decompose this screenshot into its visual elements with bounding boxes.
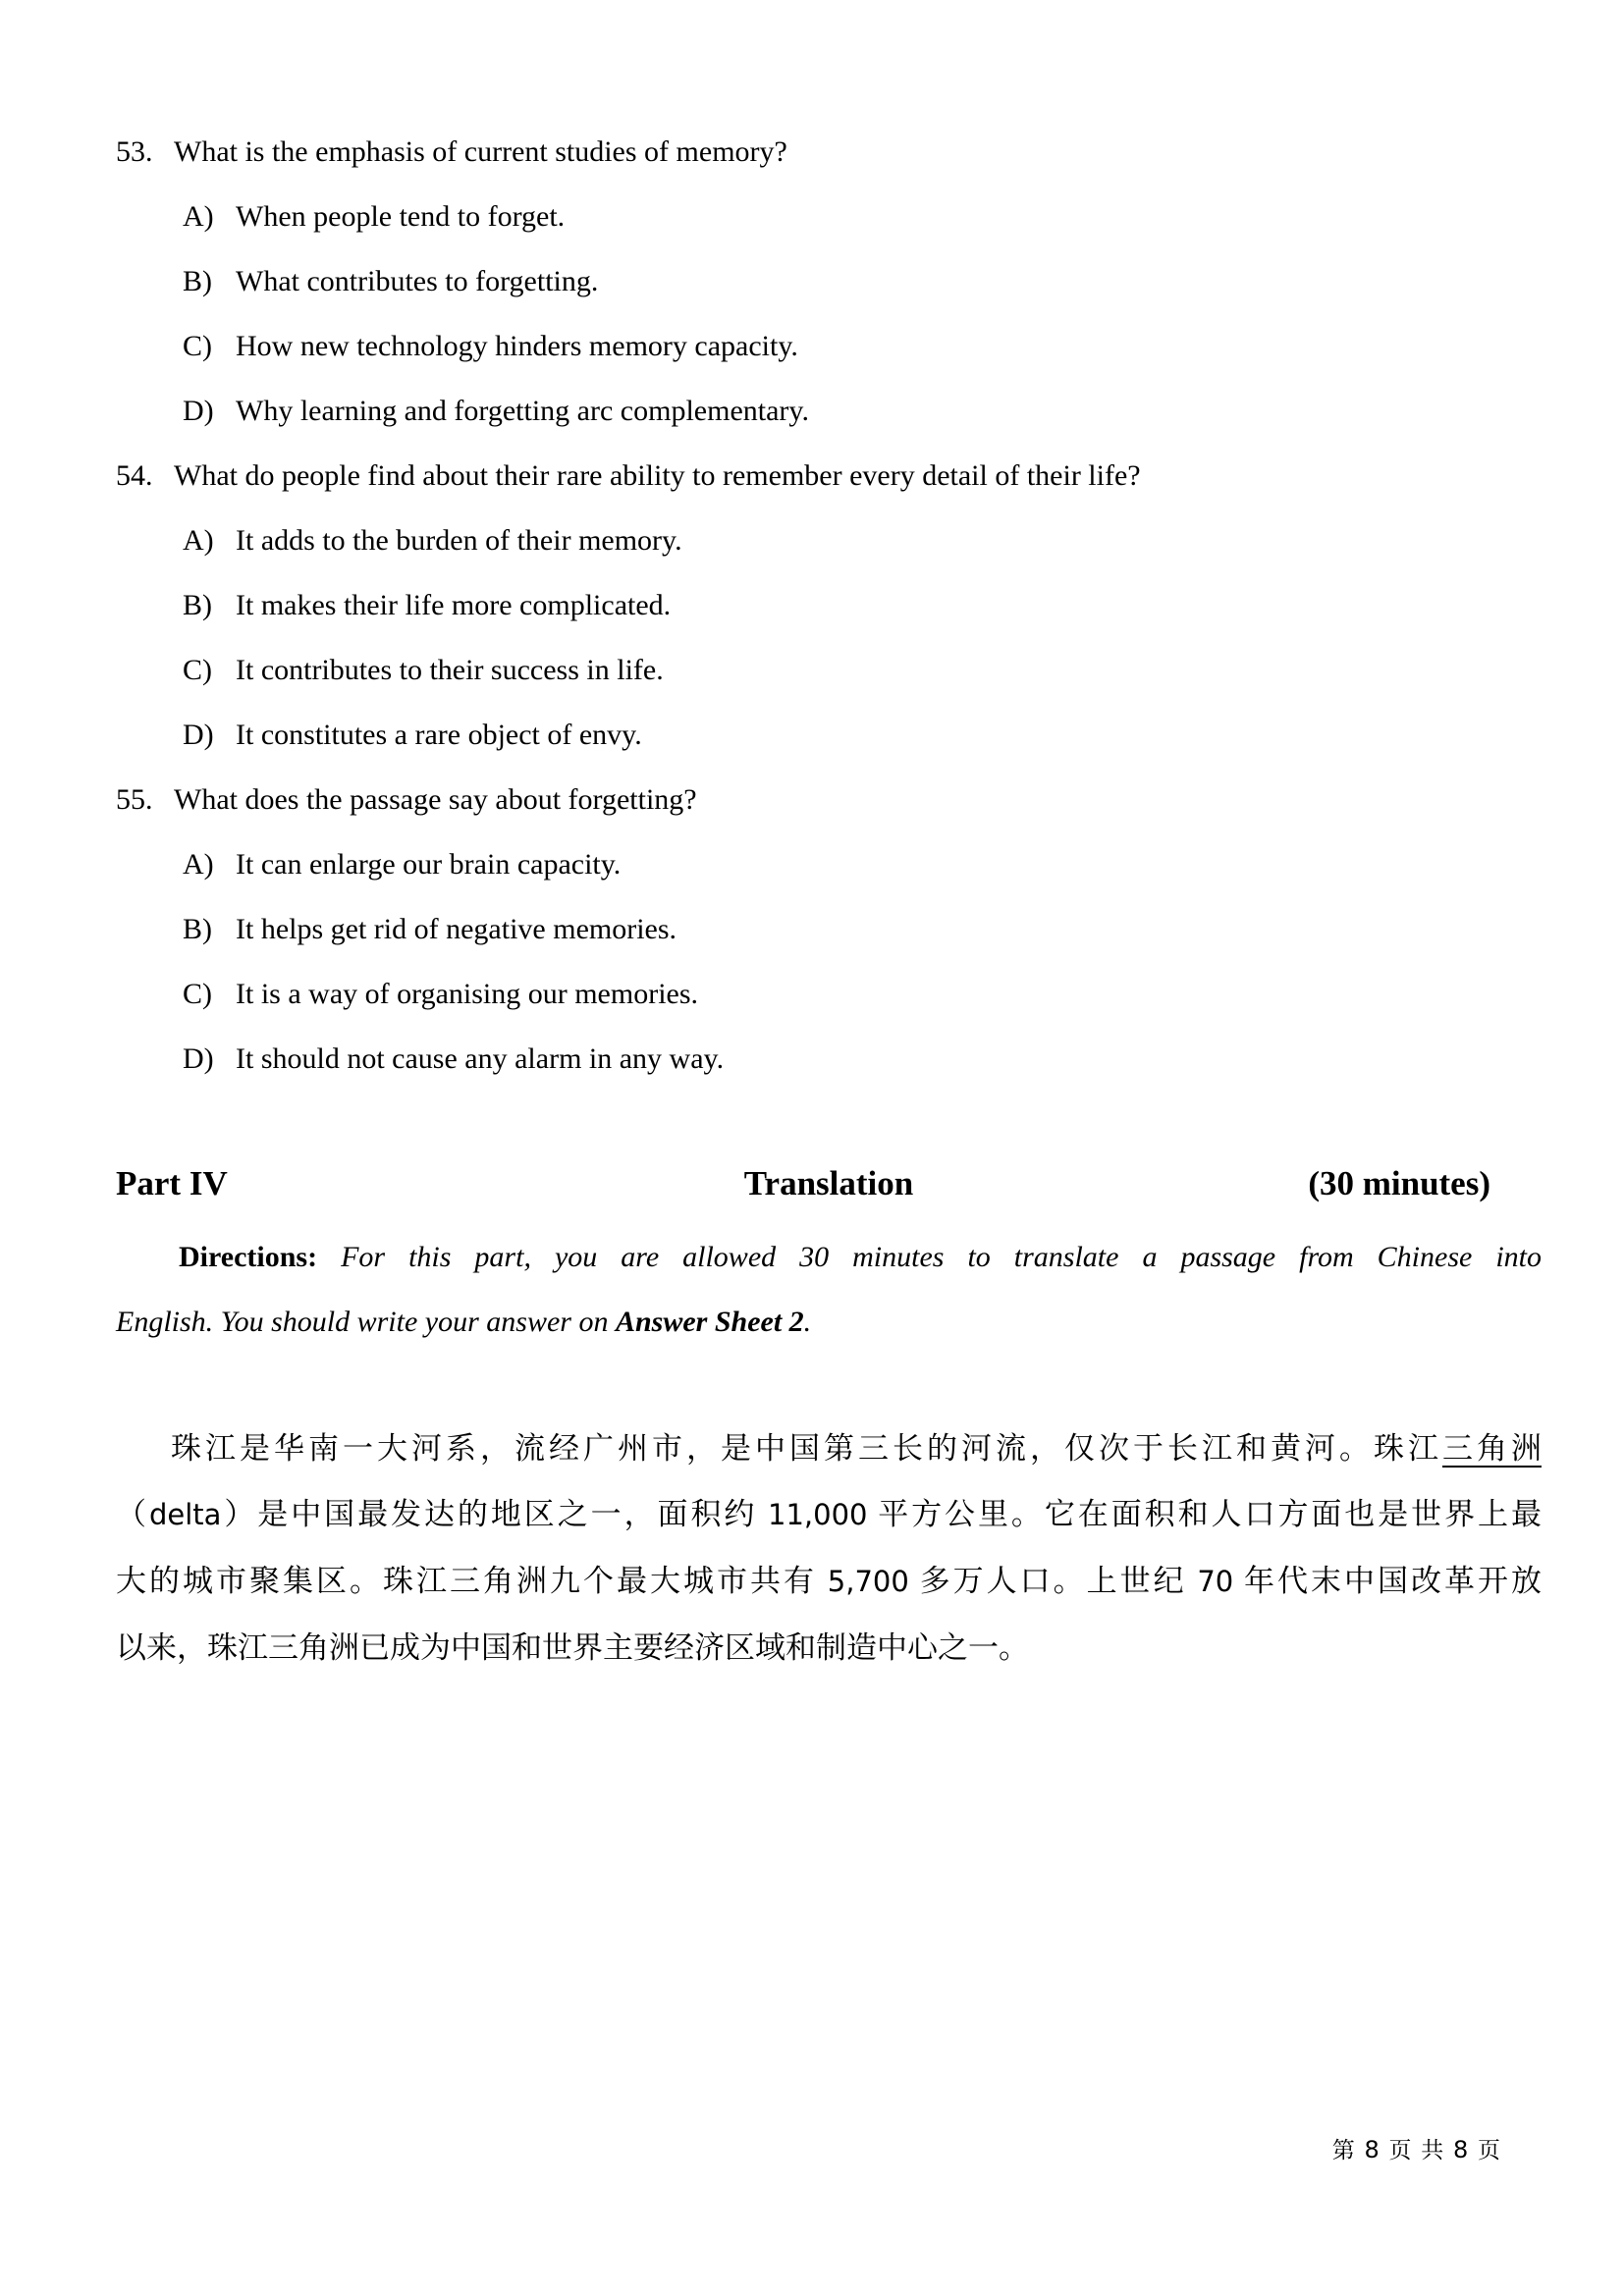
option-letter: A) (183, 848, 214, 881)
directions-text: English. You should write your answer on (116, 1306, 616, 1338)
passage-segment-latin: delta (148, 1498, 222, 1531)
directions-text: . (803, 1306, 812, 1338)
option-letter: D) (183, 719, 214, 751)
footer-text: 第 (1331, 2138, 1365, 2163)
page-footer (1332, 2132, 1502, 2164)
option-text: It should not cause any alarm in any way. (236, 1042, 725, 1075)
translation-passage (116, 1415, 1542, 1681)
part-header (116, 1160, 1542, 1207)
passage-line (116, 1415, 1542, 1481)
passage-segment: （ (116, 1497, 149, 1531)
option-row (116, 379, 1542, 444)
question-text: What is the emphasis of current studies of memory? (174, 135, 787, 168)
passage-segment-latin: 5,700 (827, 1565, 909, 1598)
question-53 (116, 120, 1542, 444)
question-number: 53. (116, 135, 153, 168)
option-text: It makes their life more complicated. (236, 589, 672, 621)
option-letter: B) (183, 589, 212, 621)
footer-total-pages: 8 (1452, 2136, 1471, 2163)
option-text: What contributes to forgetting. (236, 265, 599, 297)
passage-segment-underlined: 三角洲 (1442, 1431, 1542, 1466)
part-title: Translation (743, 1164, 914, 1202)
option-row (116, 249, 1542, 314)
question-number: 54. (116, 459, 153, 492)
passage-segment-latin: 11,000 (768, 1498, 868, 1531)
directions-paragraph (116, 1225, 1542, 1355)
option-letter: C) (183, 978, 212, 1010)
option-row (116, 1027, 1542, 1092)
question-55 (116, 768, 1542, 1092)
option-text: It can enlarge our brain capacity. (236, 848, 622, 881)
footer-page-number: 8 (1364, 2136, 1381, 2163)
question-text: What do people find about their rare ability to remember every detail of their life? (174, 459, 1141, 492)
option-row (116, 703, 1542, 768)
footer-text: 页 共 (1380, 2138, 1453, 2163)
passage-segment-latin: 70 (1197, 1565, 1234, 1598)
passage-segment: 平方公里。它在面积和人口方面也是世界上最 (867, 1497, 1542, 1531)
question-number: 55. (116, 783, 153, 816)
question-line (116, 120, 1542, 185)
option-text: It constitutes a rare object of envy. (236, 719, 642, 751)
passage-segment: ）是中国最发达的地区之一，面积约 (221, 1497, 769, 1531)
passage-segment: 珠江是华南一大河系，流经广州市，是中国第三长的河流，仅次于长江和黄河。珠江 (171, 1431, 1442, 1466)
passage-segment: 年代末中国改革开放 (1233, 1564, 1542, 1598)
option-row (116, 638, 1542, 703)
option-letter: A) (183, 524, 214, 557)
passage-segment: 以来，珠江三角洲已成为中国和世界主要经济区域和制造中心之一。 (116, 1630, 1029, 1665)
option-letter: D) (183, 1042, 214, 1075)
directions-label: Directions: (179, 1241, 318, 1273)
option-letter: B) (183, 913, 212, 945)
option-letter: A) (183, 200, 214, 233)
questions-section (0, 0, 1624, 1092)
option-letter: C) (183, 654, 212, 686)
passage-line (116, 1615, 1542, 1681)
passage-segment: 大的城市聚集区。珠江三角洲九个最大城市共有 (116, 1564, 828, 1598)
option-text: How new technology hinders memory capacity. (236, 330, 798, 362)
option-row (116, 185, 1542, 249)
part-duration: (30 minutes) (1308, 1164, 1490, 1202)
option-text: It is a way of organising our memories. (236, 978, 699, 1010)
option-text: When people tend to forget. (236, 200, 566, 233)
option-letter: B) (183, 265, 212, 297)
passage-line (116, 1481, 1542, 1548)
question-line (116, 768, 1542, 832)
option-row (116, 508, 1542, 573)
directions-line-1 (116, 1225, 1542, 1290)
question-text: What does the passage say about forgetting? (174, 783, 697, 816)
question-54 (116, 444, 1542, 768)
answer-sheet-ref: Answer Sheet 2 (615, 1306, 804, 1338)
passage-segment: 多万人口。上世纪 (908, 1564, 1198, 1598)
question-line (116, 444, 1542, 508)
directions-text: For this part, you are allowed 30 minutes to translate a passage from Chinese into (317, 1241, 1542, 1273)
passage-line (116, 1548, 1542, 1615)
option-text: It contributes to their success in life. (236, 654, 664, 686)
option-text: Why learning and forgetting arc complementary. (236, 395, 809, 427)
option-row (116, 314, 1542, 379)
option-letter: C) (183, 330, 212, 362)
option-row (116, 962, 1542, 1027)
option-row (116, 573, 1542, 638)
footer-text: 页 (1470, 2138, 1502, 2163)
option-row (116, 832, 1542, 897)
option-text: It adds to the burden of their memory. (236, 524, 682, 557)
directions-line-2 (116, 1290, 1542, 1355)
option-text: It helps get rid of negative memories. (236, 913, 677, 945)
part-label: Part IV (116, 1164, 228, 1202)
option-row (116, 897, 1542, 962)
option-letter: D) (183, 395, 214, 427)
